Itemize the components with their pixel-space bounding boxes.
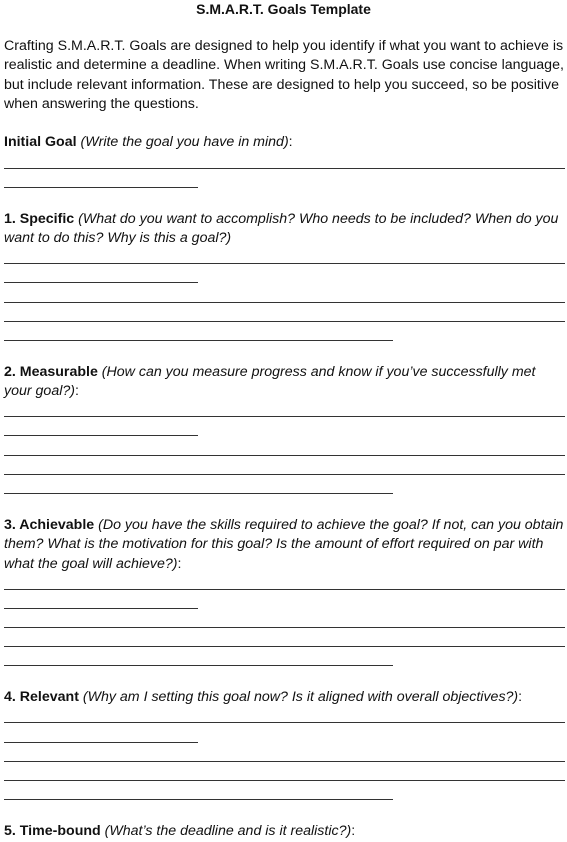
section-prompt: (Write the goal you have in mind) bbox=[80, 134, 289, 150]
section-label: 3. Achievable bbox=[4, 517, 95, 533]
section-measurable bbox=[4, 363, 564, 402]
answer-line-measurable-2[interactable] bbox=[4, 435, 198, 436]
section-specific bbox=[4, 210, 564, 249]
answer-line-relevant-2[interactable] bbox=[4, 742, 198, 743]
section-prompt: (What do you want to accomplish? Who needs to be included? When do you want to do this? Why is this a goal?) bbox=[4, 211, 559, 247]
answer-line-achievable-3[interactable] bbox=[4, 627, 565, 628]
section-suffix: : bbox=[177, 555, 182, 572]
section-relevant bbox=[4, 688, 564, 707]
section-label: 4. Relevant bbox=[4, 689, 79, 705]
answer-line-measurable-1[interactable] bbox=[4, 416, 565, 417]
answer-line-achievable-4[interactable] bbox=[4, 646, 565, 647]
section-achievable bbox=[4, 516, 564, 574]
answer-line-achievable-1[interactable] bbox=[4, 589, 565, 590]
page-title: S.M.A.R.T. Goals Template bbox=[196, 1, 371, 17]
answer-line-specific-3[interactable] bbox=[4, 302, 565, 303]
answer-line-relevant-4[interactable] bbox=[4, 780, 565, 781]
section-label: 2. Measurable bbox=[4, 364, 98, 380]
section-prompt: (What’s the deadline and is it realistic?) bbox=[104, 823, 352, 839]
answer-line-measurable-3[interactable] bbox=[4, 455, 565, 456]
section-prompt: (Why am I setting this goal now? Is it aligned with overall objectives?) bbox=[82, 689, 519, 705]
intro-paragraph: Crafting S.M.A.R.T. Goals are designed to help you identify if what you want to achieve is realistic and determine a deadline. When writing S.M.A.R.T. Goals use concise language, but include relevant information. These are designed to help you succeed, so be positive when answering the questions. bbox=[4, 38, 564, 113]
section-suffix: : bbox=[518, 689, 523, 705]
answer-line-specific-4[interactable] bbox=[4, 321, 565, 322]
answer-line-specific-5[interactable] bbox=[4, 340, 393, 341]
answer-line-relevant-3[interactable] bbox=[4, 761, 565, 762]
answer-line-relevant-5[interactable] bbox=[4, 799, 393, 800]
section-suffix: : bbox=[74, 383, 79, 400]
section-label: 1. Specific bbox=[4, 211, 75, 227]
answer-line-measurable-4[interactable] bbox=[4, 474, 565, 475]
answer-line-initial-2[interactable] bbox=[4, 187, 198, 188]
section-label: Initial Goal bbox=[4, 134, 77, 150]
answer-line-relevant-1[interactable] bbox=[4, 722, 565, 723]
section-suffix: : bbox=[288, 134, 293, 150]
section-prompt: (How can you measure progress and know if you’ve successfully met your goal?) bbox=[4, 364, 536, 400]
section-label: 5. Time-bound bbox=[4, 823, 101, 839]
section-initial-goal bbox=[4, 133, 564, 152]
section-suffix: : bbox=[351, 823, 356, 839]
answer-line-specific-2[interactable] bbox=[4, 282, 198, 283]
answer-line-initial-1[interactable] bbox=[4, 168, 565, 169]
answer-line-specific-1[interactable] bbox=[4, 263, 565, 264]
section-time-bound bbox=[4, 822, 564, 841]
answer-line-achievable-5[interactable] bbox=[4, 665, 393, 666]
answer-line-measurable-5[interactable] bbox=[4, 493, 393, 494]
answer-line-achievable-2[interactable] bbox=[4, 608, 198, 609]
section-prompt: (Do you have the skills required to achieve the goal? If not, can you obtain them? What is the motivation for this goal? Is the amount of effort required on par with what the goal will achieve?) bbox=[4, 517, 564, 572]
